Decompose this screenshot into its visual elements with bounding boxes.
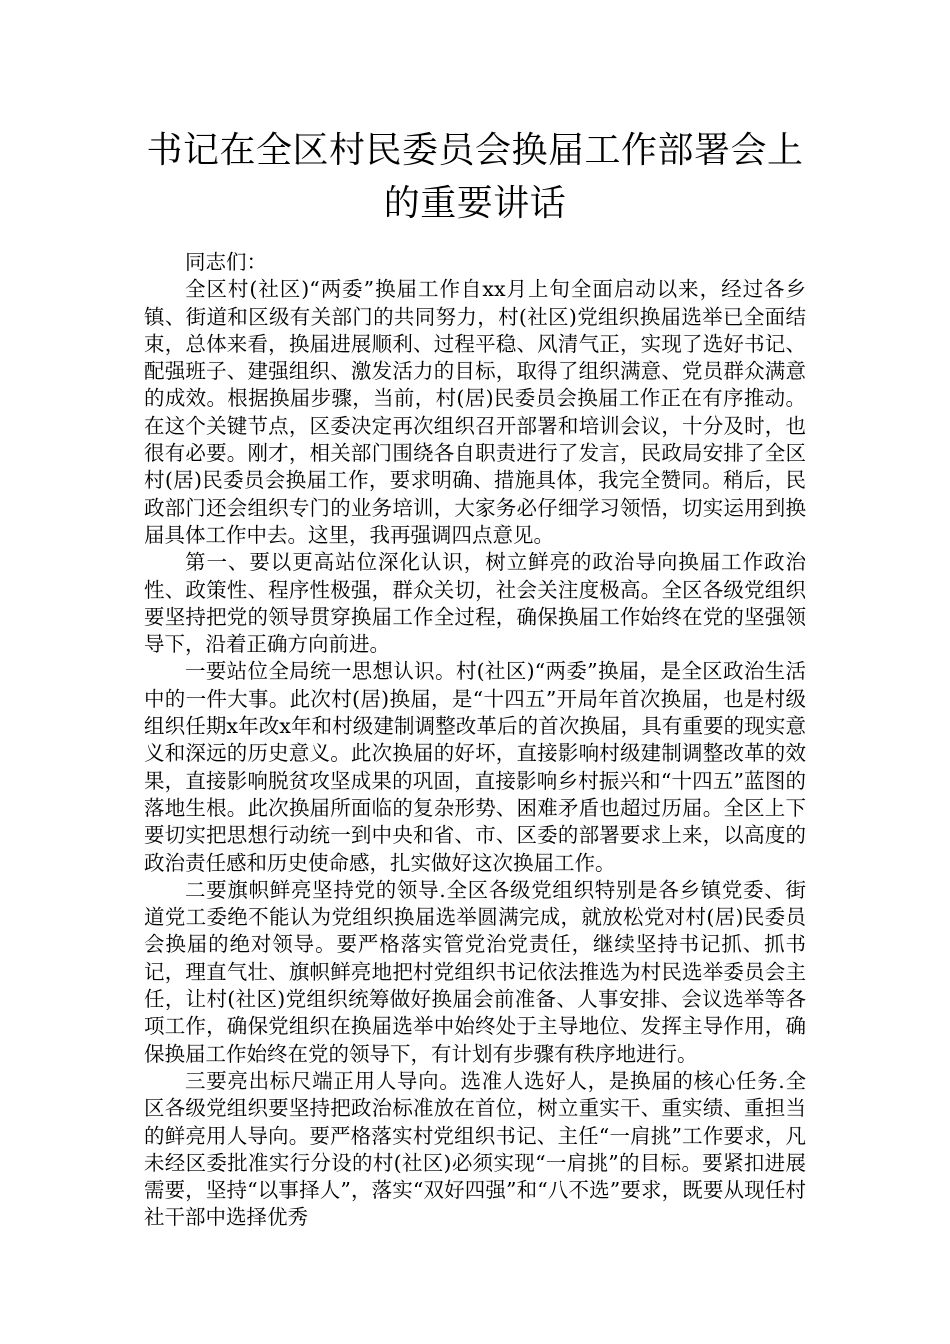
document-body: [144, 249, 806, 1232]
paragraph-sub-one: 一要站位全局统一思想认识。村(社区)“两委”换届，是全区政治生活中的一件大事。此次村(居)换届，是“十四五”开局年首次换届，也是村级组织任期x年改x年和村级建制调整改革后的首次换届，具有重要的现实意义和深远的历史意义。此次换届的好坏，直接影响村级建制调整改革的效果，直接影响脱贫攻坚成果的巩固，直接影响乡村振兴和“十四五”蓝图的落地生根。此次换届所面临的复杂形势、困难矛盾也超过历届。全区上下要切实把思想行动统一到中央和省、市、区委的部署要求上来，以高度的政治责任感和历史使命感，扎实做好这次换届工作。: [144, 659, 806, 875]
paragraph-point-one: 第一、要以更高站位深化认识，树立鲜亮的政治导向换届工作政治性、政策性、程序性极强，群众关切，社会关注度极高。全区各级党组织要坚持把党的领导贯穿换届工作全过程，确保换届工作始终在党的坚强领导下，沿着正确方向前进。: [144, 550, 806, 657]
title-line-1: 书记在全区村民委员会换届工作部署会上: [146, 130, 804, 171]
document-title: [120, 124, 830, 230]
salutation: 同志们：: [185, 250, 267, 274]
paragraph-sub-two: 二要旗帜鲜亮坚持党的领导.全区各级党组织特别是各乡镇党委、街道党工委绝不能认为党组织换届选举圆满完成，就放松党对村(居)民委员会换届的绝对领导。要严格落实管党治党责任，继续坚持书记抓、抓书记，理直气壮、旗帜鲜亮地把村党组织书记依法推选为村民选举委员会主任，让村(社区)党组织统筹做好换届会前准备、人事安排、会议选举等各项工作，确保党组织在换届选举中始终处于主导地位、发挥主导作用，确保换届工作始终在党的领导下，有计划有步骤有秩序地进行。: [144, 877, 806, 1066]
paragraph-sub-three: 三要亮出标尺端正用人导向。选准人选好人，是换届的核心任务.全区各级党组织要坚持把政治标准放在首位，树立重实干、重实绩、重担当的鲜亮用人导向。要严格落实村党组织书记、主任“一肩挑”工作要求，凡未经区委批准实行分设的村(社区)必须实现“一肩挑”的目标。要紧扣进展需要，坚持“以事择人”，落实“双好四强”和“八不选”要求，既要从现任村社干部中选择优秀: [144, 1068, 806, 1230]
paragraph-intro: 全区村(社区)“两委”换届工作自xx月上旬全面启动以来，经过各乡镇、街道和区级有关部门的共同努力，村(社区)党组织换届选举已全面结束，总体来看，换届进展顺利、过程平稳、风清气正，实现了选好书记、配强班子、建强组织、激发活力的目标，取得了组织满意、党员群众满意的成效。根据换届步骤，当前，村(居)民委员会换届工作正在有序推动。在这个关键节点，区委决定再次组织召开部署和培训会议，十分及时，也很有必要。刚才，相关部门围绕各自职责进行了发言，民政局安排了全区村(居)民委员会换届工作，要求明确、措施具体，我完全赞同。稍后，民政部门还会组织专门的业务培训，大家务必仔细学习领悟，切实运用到换届具体工作中去。这里，我再强调四点意见。: [144, 277, 806, 547]
title-line-2: 的重要讲话: [383, 183, 567, 224]
